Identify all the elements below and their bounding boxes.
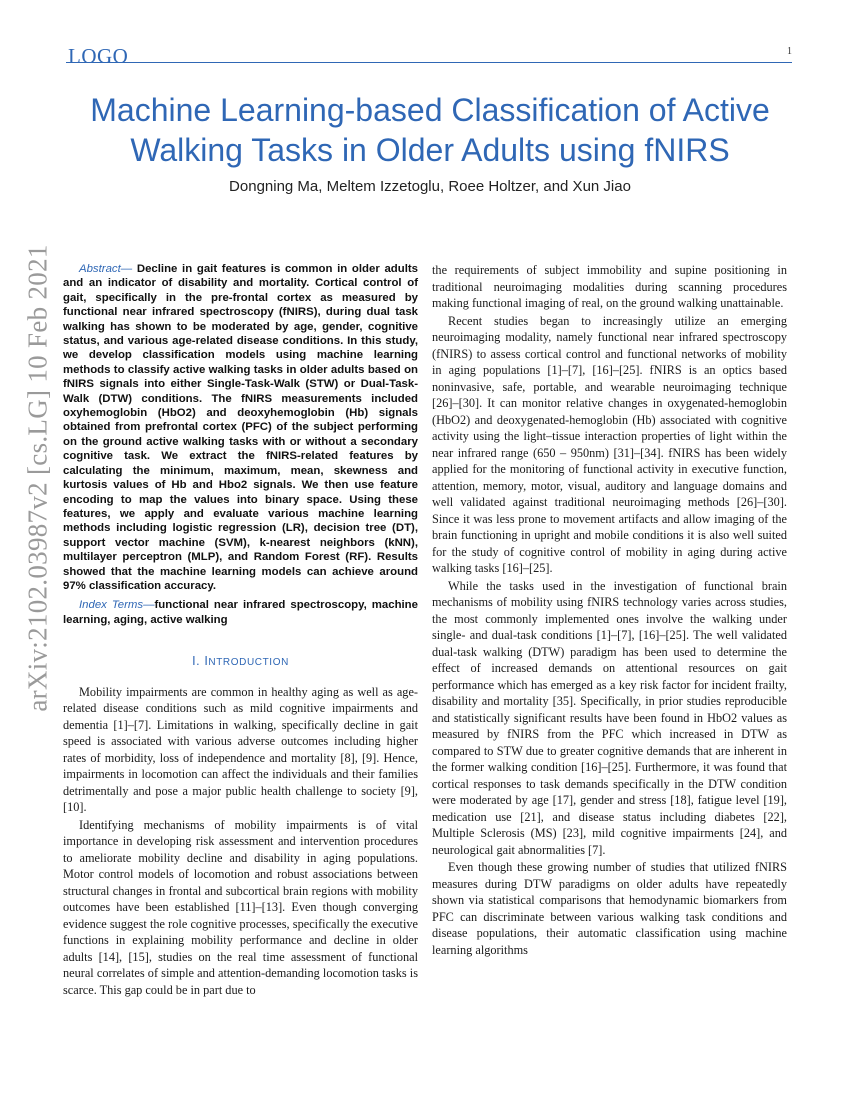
arxiv-identifier-stamp: arXiv:2102.03987v2 [cs.LG] 10 Feb 2021 xyxy=(22,244,53,712)
paragraph: Mobility impairments are common in healthy aging as well as age-related disease conditions such as mild cognitive impairments and dementia [1]–[7]. Limitations in walking, specifically decline in gait speed is associated with various adverse outcomes including higher rates of morbidity, loss of independence and mortality [8], [9]. Hence, impairments in locomotion can affect the individuals and their families detrimentally and pose a major public health challenge to society [9], [10]. xyxy=(63,684,418,815)
page-number: 1 xyxy=(787,46,792,57)
abstract-label: Abstract— xyxy=(79,263,133,275)
index-terms-text: functional near infrared spectroscopy, machine learning, aging, active walking xyxy=(63,599,418,626)
paragraph: Even though these growing number of studies that utilized fNIRS measures during DTW paradigms on older adults have repeatedly shown via statistical comparisons that hemodynamic biomarkers from PFC can discriminate between various walking task conditions and disease populations, their automatic classification using machine learning algorithms xyxy=(432,860,787,957)
abstract-text: Decline in gait features is common in older adults and an indicator of disability and mortality. Cortical control of gait, specifically in the pre-frontal cortex as measured by functional near infrared spectroscopy (fNIRS), during dual task walking has shown to be moderated by age, gender, cognitive status, and various age-related disease conditions. In this study, we develop classification models using machine learning methods to classify active walking tasks in older adults based on fNIRS signals into either Single-Task-Walk (STW) or Dual-Task-Walk (DTW) conditions. The fNIRS measurements included oxyhemoglobin (HbO2) and deoxyhemoglobin (Hb) signals obtained from prefrontal cortex (PFC) of the subject performing on the ground active walking tasks with or without a secondary cognitive task. We extract the fNIRS-related features by calculating the minimum, maximum, mean, skewness and kurtosis values of Hb and Hbo2 signals. We then use feature encoding to map the values into binary space. Using these features, we apply and evaluate various machine learning methods including logistic regression (LR), decision tree (DT), support vector machine (SVM), k-nearest neighbors (kNN), multilayer perceptron (MLP), and Random Forest (RF). Results showed that the machine learning models can achieve around 97% classification accuracy. xyxy=(63,263,418,592)
paper-authors: Dongning Ma, Meltem Izzetoglu, Roee Holtzer, and Xun Jiao xyxy=(229,178,631,195)
paragraph: the requirements of subject immobility and supine positioning in traditional neuroimaging modalities during scanning procedures making functional imaging of real, on the ground walking unattainable. xyxy=(432,263,787,310)
header-rule xyxy=(66,62,792,63)
paragraph: While the tasks used in the investigation of functional brain mechanisms of mobility using fNIRS technology varies across studies, the most commonly implemented ones involve the walking under single- and dual-task conditions [1]–[7], [16]–[25]. The well validated dual-task walking (DTW) paradigm has been used to determine the effect of increased demands on attentional resources on gait performance which has emerged as a key risk factor for incident frailty, disability and mortality [35]. Specifically, in prior studies reproducible and statistically significant results have been found in HbO2 values as measured by fNIRS from the PFC which increased in DTW as compared to STW due to greater cognitive demands that are inherent in the former walking condition [16]–[25]. Furthermore, it was found that cortical responses to task demands specifically in the DTW condition were moderated by age [17], gender and stress [18], fatigue level [19], medication use [21], and disease status including diabetes [22], Multiple Sclerosis (MS) [23], mild cognitive impairments [24], and neurological gait abnormalities [7]. xyxy=(432,578,787,857)
section-numeral: I. I xyxy=(192,654,209,669)
journal-logo: LOGO xyxy=(68,44,129,68)
paper-title: Machine Learning-based Classification of Active Walking Tasks in Older Adults using fNIRS xyxy=(90,92,770,168)
index-terms xyxy=(63,598,418,627)
index-terms-label: Index Terms— xyxy=(79,599,155,612)
left-column xyxy=(63,262,418,999)
abstract xyxy=(63,262,418,593)
paragraph: Recent studies began to increasingly utilize an emerging neuroimaging modality, namely functional near infrared spectroscopy (fNIRS) to assess cortical control and functional networks of mobility in aging populations [1]–[7], [16]–[25]. fNIRS is an optics based noninvasive, safe, portable, and wearable neuroimaging technique [26]–[30]. It can monitor relative changes in oxygenated-hemoglobin (HbO2) and deoxygenated-hemoglobin (Hb) associated with cognitive activity using the light–tissue interaction properties of light within the near infrared range (650 – 950nm) [31]–[34]. fNIRS has been widely applied for the monitoring of functional activity in executive function, attention, memory, motor, visual, auditory and language domains and well validated against traditional neuroimaging methods [26]–[30]. Since it was less prone to movement artifacts and allow imaging of the brain functioning in upright and mobile conditions it is also well suited for the study of cognitive control of mobility in aging during active walking tasks [16]–[25]. xyxy=(432,313,787,575)
right-column xyxy=(432,262,787,959)
section-heading-introduction xyxy=(63,653,418,672)
section-title: NTRODUCTION xyxy=(208,657,289,669)
paragraph: Identifying mechanisms of mobility impairments is of vital importance in developing risk assessment and intervention procedures to ameliorate mobility decline and disability in aging populations. Motor control models of locomotion and robust associations between structural changes in frontal and subcortical brain regions with mobility outcomes have been established [11]–[13]. Even though converging evidence suggest the role cognitive processes, specifically the executive functions in explaining mobility performance and decline in older adults [14], [15], studies on the real time assessment of functional neural correlates of simple and attention-demanding locomotion tasks is scarce. This gap could be in part due to xyxy=(63,817,418,997)
